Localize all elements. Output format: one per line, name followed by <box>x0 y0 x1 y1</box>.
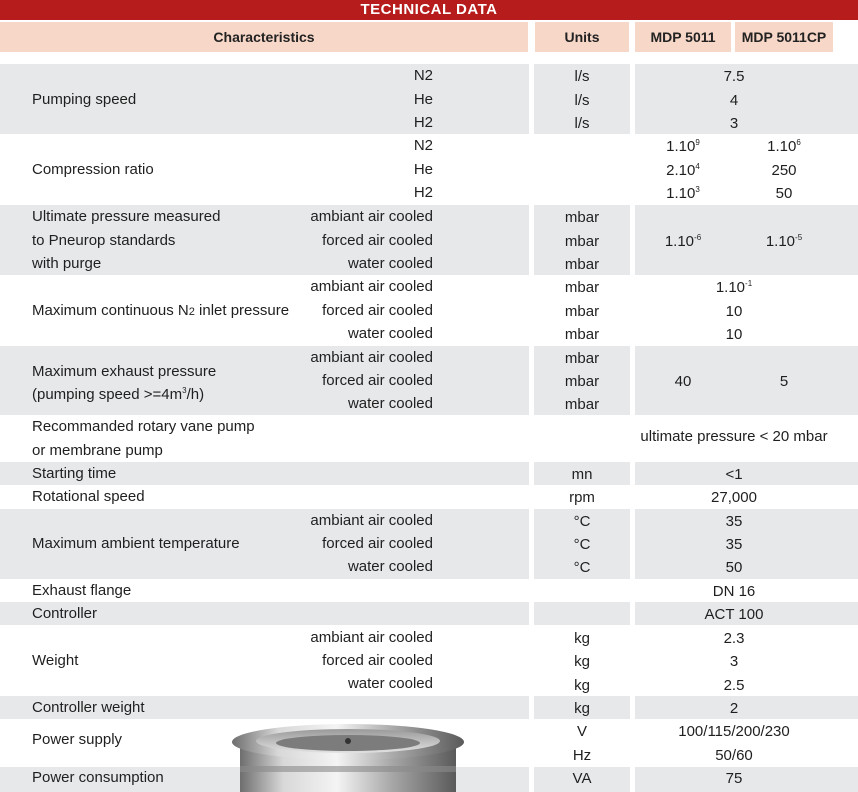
unit: kg <box>574 677 590 694</box>
label-controller-weight: Controller weight <box>32 699 145 716</box>
cooling-forced: forced air cooled <box>322 535 433 552</box>
unit: mn <box>571 466 593 483</box>
label-rotational-speed: Rotational speed <box>32 488 145 505</box>
value: 1.10$^3$ <box>666 185 700 202</box>
label-exhaust-flange: Exhaust flange <box>32 582 132 599</box>
unit: VA <box>572 770 592 787</box>
value: ultimate pressure < 20 mbar <box>640 428 828 445</box>
cooling-water: water cooled <box>347 675 433 692</box>
label-max-continuous-inlet: Maximum continuous N2 inlet pressure <box>32 302 290 319</box>
value: 10 <box>725 303 743 320</box>
value: 2.3 <box>723 630 745 647</box>
label-controller: Controller <box>32 605 98 622</box>
label-max-ambient-temperature: Maximum ambient temperature <box>32 535 240 552</box>
value: 3 <box>729 653 739 670</box>
unit: °C <box>573 513 591 530</box>
value: 2.10$^4$ <box>666 162 700 179</box>
label-recommended-pump-2: or membrane pump <box>32 442 163 459</box>
label-ultimate-pressure: Ultimate pressure measured <box>32 208 221 225</box>
cooling-forced: forced air cooled <box>322 372 433 389</box>
cooling-ambiant: ambiant air cooled <box>310 278 433 295</box>
value: 2.5 <box>723 677 745 694</box>
label-recommended-pump: Recommanded rotary vane pump <box>32 418 255 435</box>
label-compression-ratio: Compression ratio <box>32 161 154 178</box>
value: 100/115/200/230 <box>678 723 790 740</box>
value: $1.10^{-6}$ <box>664 233 702 250</box>
unit: Hz <box>572 747 592 764</box>
value: 4 <box>729 92 739 109</box>
unit: rpm <box>569 489 595 506</box>
gas-he: He <box>413 91 433 108</box>
header-characteristics: Characteristics <box>0 22 528 52</box>
unit: l/s <box>574 115 590 132</box>
unit: kg <box>574 700 590 717</box>
gas-he: He <box>413 161 433 178</box>
gas-h2: H2 <box>413 114 433 131</box>
unit: °C <box>573 536 591 553</box>
column-divider <box>529 55 534 792</box>
unit: kg <box>574 630 590 647</box>
cooling-water: water cooled <box>347 255 433 272</box>
cooling-water: water cooled <box>347 558 433 575</box>
cooling-forced: forced air cooled <box>322 652 433 669</box>
value: 40 <box>674 373 692 390</box>
label-weight: Weight <box>32 652 79 669</box>
cooling-forced: forced air cooled <box>322 232 433 249</box>
cooling-ambiant: ambiant air cooled <box>310 629 433 646</box>
label-power-consumption: Power consumption <box>32 769 164 786</box>
value: 7.5 <box>723 68 745 85</box>
value: 250 <box>771 162 797 179</box>
header-model-1: MDP 5011 <box>635 22 731 52</box>
label-pumping-speed: Pumping speed <box>32 91 137 108</box>
unit: mbar <box>564 279 600 296</box>
label-ultimate-pressure-3: with purge <box>32 255 102 272</box>
value: 50 <box>775 185 793 202</box>
label-power-supply: Power supply <box>32 731 123 748</box>
value: 50/60 <box>715 747 753 764</box>
value: 3 <box>729 115 739 132</box>
header-units: Units <box>535 22 629 52</box>
unit: mbar <box>564 256 600 273</box>
value: 35 <box>725 536 743 553</box>
unit: V <box>576 723 587 740</box>
value: $1.10^{-1}$ <box>715 279 753 296</box>
label-max-exhaust-pressure: Maximum exhaust pressure <box>32 363 217 380</box>
value: 50 <box>725 559 743 576</box>
cooling-ambiant: ambiant air cooled <box>310 208 433 225</box>
section-title: TECHNICAL DATA <box>0 0 858 20</box>
unit: mbar <box>564 326 600 343</box>
unit: mbar <box>564 209 600 226</box>
cooling-ambiant: ambiant air cooled <box>310 512 433 529</box>
value: 5 <box>779 373 789 390</box>
unit: °C <box>573 559 591 576</box>
unit: mbar <box>564 233 600 250</box>
unit: mbar <box>564 350 600 367</box>
unit: l/s <box>574 92 590 109</box>
cooling-ambiant: ambiant air cooled <box>310 349 433 366</box>
value: 10 <box>725 326 743 343</box>
gas-n2: N2 <box>413 67 433 84</box>
unit: mbar <box>564 396 600 413</box>
value: ACT 100 <box>704 606 764 623</box>
value: 27,000 <box>711 489 757 506</box>
value: 1.10$^6$ <box>767 138 801 155</box>
value: 35 <box>725 513 743 530</box>
gas-h2: H2 <box>413 184 433 201</box>
unit: mbar <box>564 303 600 320</box>
value: 1.10$^9$ <box>666 138 700 155</box>
gas-n2: N2 <box>413 137 433 154</box>
pump-image <box>228 722 468 792</box>
unit: kg <box>574 653 590 670</box>
label-starting-time: Starting time <box>32 465 117 482</box>
header-model-2: MDP 5011CP <box>735 22 833 52</box>
label-ultimate-pressure-2: to Pneurop standards <box>32 232 176 249</box>
value: 2 <box>729 700 739 717</box>
unit: mbar <box>564 373 600 390</box>
cooling-water: water cooled <box>347 325 433 342</box>
cooling-water: water cooled <box>347 395 433 412</box>
label-max-exhaust-pressure-2: (pumping speed $>=4m^3/h$) <box>32 386 205 403</box>
unit: l/s <box>574 68 590 85</box>
value: $1.10^{-5}$ <box>765 233 803 250</box>
cooling-forced: forced air cooled <box>322 302 433 319</box>
value: DN 16 <box>712 583 756 600</box>
value: 75 <box>725 770 743 787</box>
value: <1 <box>725 466 743 483</box>
